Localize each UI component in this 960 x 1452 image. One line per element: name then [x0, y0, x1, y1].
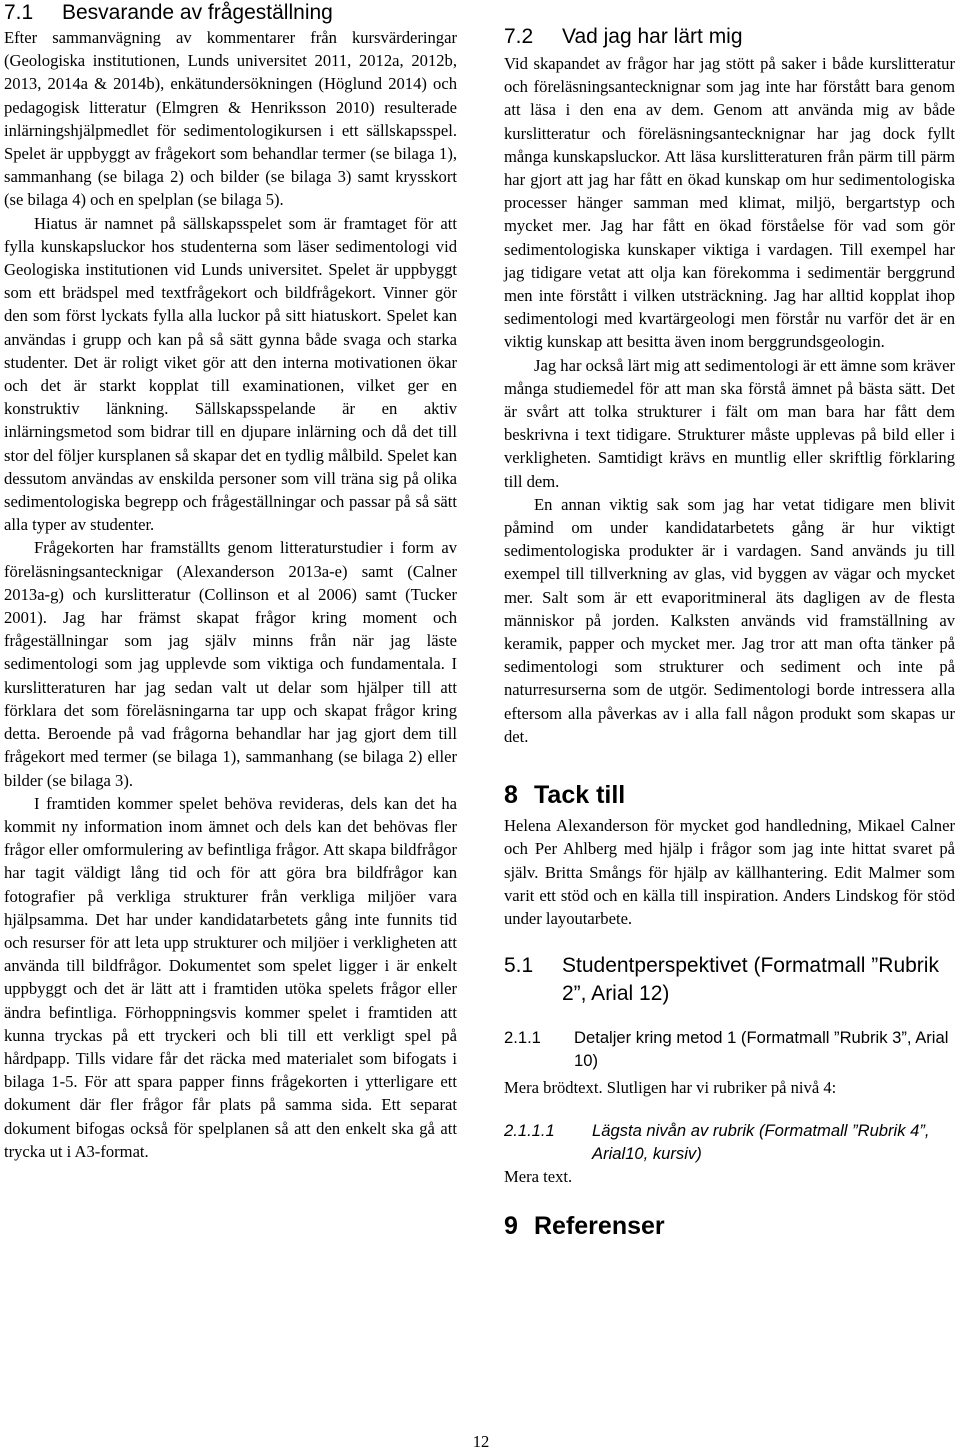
- page-number: 12: [472, 1432, 490, 1451]
- paragraph: Hiatus är namnet på sällskapsspelet som är framtaget för att fylla kunskapsluckor hos studenterna som läser sedimentologi vid Geologiska institutionen vid Lunds universitet. Spelet är uppbyggt som ett brädspel med textfrågekort och bildfrågekort. Vinner gör den som först lyckats fylla alla luckor på sitt hiatuskort. Spelet kan användas i grupp och kan på så sätt gynna både svaga och starka studenter. Det är roligt viket gör att den interna motivationen ökar och det är starkt kopplat till examinationen, vilket ger en konstruktiv länkning. Sällskapsspelande är en aktiv inlärningsmetod som bidrar till en djupare inlärning och då det till stor del följer kursplanen så skapar det en tydlig målbild. Spelet kan dessutom användas av enskilda personer som vill träna sig på olika sedimentologiska begrepp och frågeställningar och passar på så sätt alla typer av studenter.: [4, 213, 457, 535]
- section-heading-7-2: [504, 24, 955, 50]
- section-title: Studentperspektivet (Formatmall ”Rubrik 2”, Arial 12): [562, 954, 939, 1006]
- right-column: [504, 24, 955, 1241]
- section-title: Referenser: [534, 1211, 665, 1240]
- paragraph: En annan viktig sak som jag har vetat tidigare men blivit påmind om under kandidatarbetets gång är hur viktigt sedimentologiska produkter är i vardagen. Sand används ju till exempel till tillverkning av glas, vid byggen av vägar och mycket mer. Salt som är ett evaporitmineral äts dagligen av de flesta människor på jorden. Kalksten används vid framställning av keramik, papper och mycket mer. Jag tror att man ofta tänker på sedimentologi som strukturer och sediment och inte på naturresurserna som de utgör. Sedimentologi borde intressera alla eftersom alla påverkas av i alla fall någon produkt som skapas ur det.: [504, 494, 955, 746]
- heading-2-1-1: [504, 1026, 955, 1072]
- section-heading-9: [504, 1211, 955, 1241]
- section-title: Besvarande av frågeställning: [62, 1, 333, 24]
- section-number: 7.1: [4, 1, 34, 24]
- paragraph: Vid skapandet av frågor har jag stött på saker i både kurslitteratur och föreläsningsantecknignar som jag inte har förstått bara genom att läsa i den ena av dem. Genom att använda mig av både kurslitteratur och föreläsningsantecknignar har jag dock fyllt många kunskapsluckor. Att läsa kurslitteraturen från pärm till pärm har gjort att jag har fått en ökad kunskap om hur sedimentologiska processer hänger samman med klimat, miljö, bergartstyp och mycket mer. Jag har fått en ökad förståelse för vad som gör sedimentologiska kunskaper viktiga i vardagen. Till exempel har jag tidigare vetat att olja kan förekomma i sedimentär berggrund men inte förstått i vilken utsträckning. Jag har alltid kopplat ihop sedimentologi med kvartärgeologi men förstår nu varför det är en viktig kunskap att besitta även inom berggrundsgeologin.: [504, 54, 955, 352]
- section-heading-8: [504, 780, 955, 810]
- paragraph: Efter sammanvägning av kommentarer från kursvärderingar (Geologiska institutionen, Lunds universitet 2011, 2012a, 2012b, 2013, 2014a & 2014b), enkätundersökningen (Höglund 2014) och pedagogisk litteratur (Elmgren & Henriksson 2010) resulterade inlärningshjälpmedlet för sedimentologikursen i ett sällskapsspel. Spelet är uppbyggt av frågekort som behandlar termer (se bilaga 1), sammanhang (se bilaga 2) och bilder (se bilaga 3) samt krysskort (se bilaga 4) och en spelplan (se bilaga 5).: [4, 28, 457, 210]
- heading-2-1-1-1: [504, 1119, 955, 1165]
- section-number: 8: [504, 781, 518, 810]
- section-number: 2.1.1.1: [504, 1121, 555, 1141]
- section-number: 7.2: [504, 25, 534, 48]
- paragraph: Mera text.: [504, 1167, 573, 1187]
- left-column: [4, 0, 457, 1163]
- section-number: 5.1: [504, 954, 534, 978]
- paragraph: Jag har också lärt mig att sedimentologi är ett ämne som kräver många studiemedel för att man ska förstå ämnet på bästa sätt. Det är svårt att tolka strukturer i fält om man bara har fått dem beskrivna i text tidigare. Strukturer måste upplevas på bild eller i verkligheten. Samtidigt krävs en muntlig eller skriftlig förklaring till dem.: [504, 355, 955, 491]
- paragraph: Mera brödtext. Slutligen har vi rubriker på nivå 4:: [504, 1078, 837, 1098]
- acknowledgement-paragraph: Helena Alexanderson för mycket god handledning, Mikael Calner och Per Ahlberg med hjälp i frågor som jag inte hittat svaret på själv. Britta Smångs för hjälp av källhantering. Edit Malmer som varit ett stöd och en källa till inspiration. Anders Lindskog för stöd under layoutarbete.: [504, 816, 955, 928]
- section-title: Detaljer kring metod 1 (Formatmall ”Rubrik 3”, Arial 10): [574, 1028, 949, 1071]
- section-heading-7-1: [4, 0, 457, 26]
- section-number: 2.1.1: [504, 1028, 541, 1048]
- section-number: 9: [504, 1211, 518, 1240]
- paragraph: I framtiden kommer spelet behöva revideras, dels kan det ha kommit ny information inom ämnet och dels kan det behövas fler frågor eller omformulering av befintliga frågor. Att skapa bildfrågor har tagit väldigt lång tid och för att göra bra bildfrågor kan fotografier på verkliga strukturer från verkliga miljöer vara hjälpsamma. Det har under kandidatarbetets gång inte funnits tid och resurser för att leta upp strukturer och miljöer i verkligheten att använda till bildfrågor. Dokumentet som spelet ligger i är enkelt uppbyggt och det är lätt att i framtiden utöka spelets frågor eller ändra befintliga. Förhoppningsvis kommer spelet i framtiden att kunna tryckas på ett tryckeri och bli till ett verkligt spel på hårdpapp. Tills vidare får det räcka med materialet som bifogats i bilaga 1-5. För att spara papper finns frågekorten i ytterligare ett dokument där fler frågor får plats på samma sida. Ett separat dokument bifogas också för spelplanen så att den enkelt ska gå att trycka ut i A3-format.: [4, 793, 457, 1161]
- section-title: Lägsta nivån av rubrik (Formatmall ”Rubrik 4”, Arial10, kursiv): [592, 1121, 930, 1164]
- paragraph: Frågekorten har framställts genom litteraturstudier i form av föreläsningsantecknigar (Alexanderson 2013a-e) samt (Calner 2013a-g) och kurslitteratur (Collinson et al 2006) samt (Tucker 2001). Jag har främst skapat frågor kring moment och frågeställningar som jag själv minns från när jag läste sedimentologi som jag upplevde som viktiga och fundamentala. I kurslitteraturen har jag sedan valt ut delar som hjälper till att förklara det som föreläsningarna tar upp och skapat frågor kring detta. Beroende på vad frågorna behandlar har jag gjort dem till frågekort med termer (se bilaga 1), sammanhang (se bilaga 2) eller bilder (se bilaga 3).: [4, 538, 457, 790]
- heading-5-1: [504, 952, 955, 1008]
- section-title: Vad jag har lärt mig: [562, 25, 743, 48]
- section-title: Tack till: [534, 781, 626, 810]
